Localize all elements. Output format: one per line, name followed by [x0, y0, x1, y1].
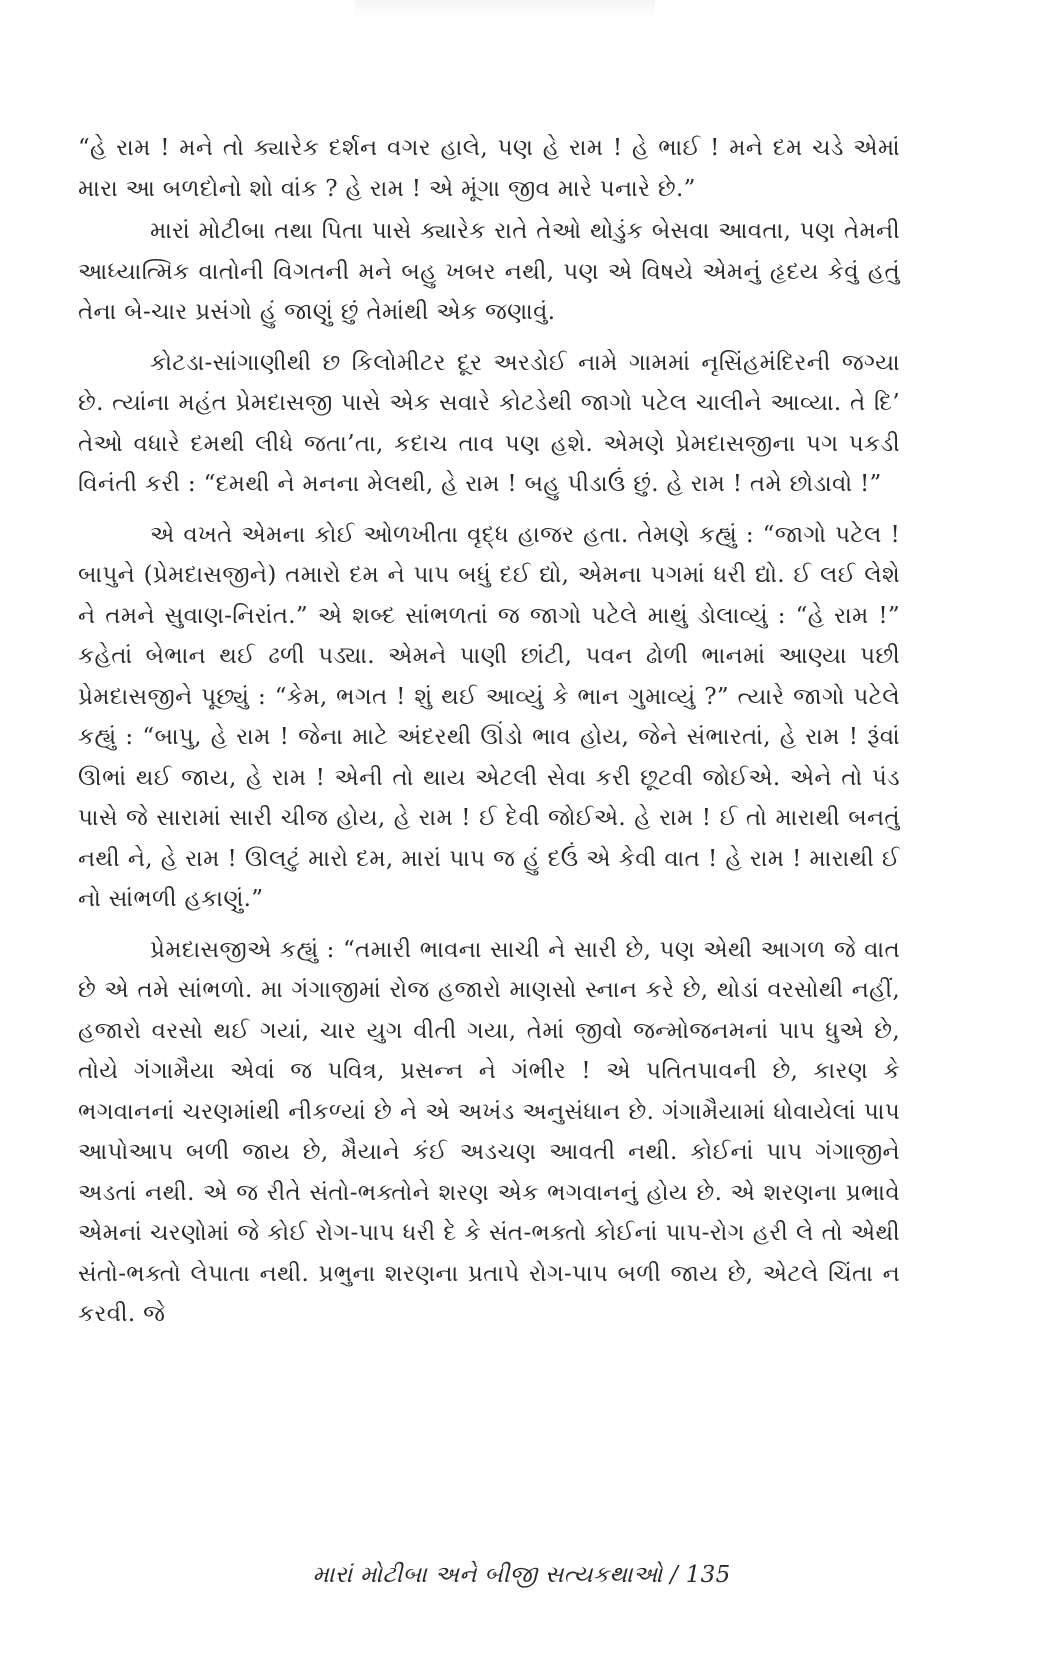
scan-edge-shadow	[355, 0, 655, 20]
footer-page-number: 135	[685, 1562, 731, 1588]
footer-book-title: મારાં મોટીબા અને બીજી સત્યકથાઓ	[312, 1562, 663, 1588]
page-body	[78, 128, 900, 1345]
paragraph-kotda-sangani: કોટડા-સાંગાણીથી છ કિલોમીટર દૂર અરડોઈ નામે ગામમાં નૃસિંહમંદિરની જગ્યા છે. ત્યાંના મહંત પ્રેમદાસજી પાસે એક સવારે કોટડેથી જાગો પટેલ ચાલીને આવ્યા. તે દિ’ તેઓ વધારે દમથી લીધે જતા’તા, કદાચ તાવ પણ હશે. એમણે પ્રેમદાસજીના પગ પકડી વિનંતી કરી : “દમથી ને મનના મેલથી, હે રામ ! બહુ પીડાઉં છું. હે રામ ! તમે છોડાવો !”	[78, 349, 900, 497]
footer-separator: /	[670, 1562, 686, 1588]
page-footer	[0, 1562, 1043, 1588]
paragraph-quote-continuation: “હે રામ ! મને તો ક્યારેક દર્શન વગર હાલે, પણ હે રામ ! હે ભાઈ ! મને દમ ચડે એમાં મારા આ બળદોનો શો વાંક ? હે રામ ! એ મૂંગા જીવ મારે પનારે છે.”	[78, 135, 900, 202]
paragraph-elder-advice: એ વખતે એમના કોઈ ઓળખીતા વૃદ્ધ હાજર હતા. તેમણે કહ્યું : “જાગો પટેલ ! બાપુને (પ્રેમદાસજીને) તમારો દમ ને પાપ બધું દઈ દ્યો, એમના પગમાં ધરી દ્યો. ઈ લઈ લેશે ને તમને સુવાણ-નિરાંત.” એ શબ્દ સાંભળતાં જ જાગો પટેલે માથું ડોલાવ્યું : “હે રામ !” કહેતાં બેભાન થઈ ઢળી પડ્યા. એમને પાણી છાંટી, પવન ઢોળી ભાનમાં આણ્યા પછી પ્રેમદાસજીને પૂછ્યું : “કેમ, ભગત ! શું થઈ આવ્યું કે ભાન ગુમાવ્યું ?” ત્યારે જાગો પટેલે કહ્યું : “બાપુ, હે રામ ! જેના માટે અંદરથી ઊંડો ભાવ હોય, જેને સંભારતાં, હે રામ ! રૂંવાં ઊભાં થઈ જાય, હે રામ ! એની તો થાય એટલી સેવા કરી છૂટવી જોઈએ. એને તો પંડ પાસે જે સારામાં સારી ચીજ હોય, હે રામ ! ઈ દેવી જોઈએ. હે રામ ! ઈ તો મારાથી બનતું નથી ને, હે રામ ! ઊલટું મારો દમ, મારાં પાપ જ હું દઉં એ કેવી વાત ! હે રામ ! મારાથી ઈ નો સાંભળી હકાણું.”	[78, 521, 900, 912]
paragraph-premdasji-reply: પ્રેમદાસજીએ કહ્યું : “તમારી ભાવના સાચી ને સારી છે, પણ એથી આગળ જે વાત છે એ તમે સાંભળો. મા ગંગાજીમાં રોજ હજારો માણસો સ્નાન કરે છે, થોડાં વરસોથી નહીં, હજારો વરસો થઈ ગયાં, ચાર યુગ વીતી ગયા, તેમાં જીવો જન્મોજનમનાં પાપ ધુએ છે, તોયે ગંગામૈયા એવાં જ પવિત્ર, પ્રસન્ન ને ગંભીર ! એ પતિતપાવની છે, કારણ કે ભગવાનનાં ચરણમાંથી નીકળ્યાં છે ને એ અખંડ અનુસંધાન છે. ગંગામૈયામાં ધોવાયેલાં પાપ આપોઆપ બળી જાય છે, મૈયાને કંઈ અડચણ આવતી નથી. કોઈનાં પાપ ગંગાજીને અડતાં નથી. એ જ રીતે સંતો-ભક્તોને શરણ એક ભગવાનનું હોય છે. એ શરણના પ્રભાવે એમનાં ચરણોમાં જે કોઈ રોગ-પાપ ધરી દે કે સંત-ભક્તો કોઈનાં પાપ-રોગ હરી લે તો એથી સંતો-ભક્તો લેપાતા નથી. પ્રભુના શરણના પ્રતાપે રોગ-પાપ બળી જાય છે, એટલે ચિંતા ન કરવી. જે	[78, 936, 900, 1327]
paragraph-motiba-father: મારાં મોટીબા તથા પિતા પાસે ક્યારેક રાતે તેઓ થોડુંક બેસવા આવતા, પણ તેમની આધ્યાત્મિક વાતોની વિગતની મને બહુ ખબર નથી, પણ એ વિષયે એમનું હૃદય કેવું હતું તેના બે-ચાર પ્રસંગો હું જાણું છું તેમાંથી એક જણાવું.	[78, 218, 900, 325]
